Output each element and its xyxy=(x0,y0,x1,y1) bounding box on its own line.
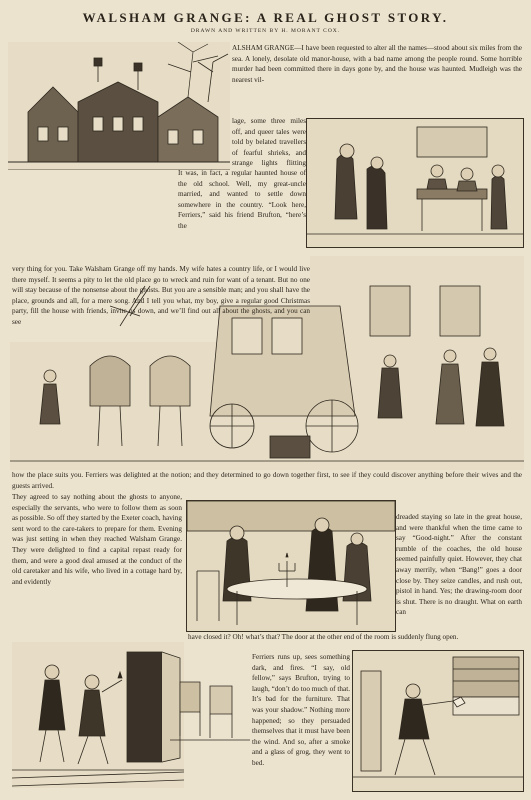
story-paragraph-2: lage, some three miles off, and queer tales were told by belated travellers of fearful shrieks, and strange lights flitting xyxy=(232,117,306,168)
dinner-candles-illustration xyxy=(186,500,396,632)
article-byline: DRAWN AND WRITTEN BY H. MORANT COX. xyxy=(190,28,341,34)
story-paragraph-8: have closed it? Oh! what’s that? The door at the other end of the room is suddenly flung open. xyxy=(188,633,459,641)
story-paragraph-5: how the place suits you. Ferriers was delighted at the notion; and they determined to go down together first, to see if they could discover anything before their wives and the guests arrived. xyxy=(12,471,522,490)
story-paragraph-7: dreaded staying so late in the great house, and were thankful when the time came to say “Good-night.” After the constant rumble of the coaches, the old house seemed painfully quiet. However, they chat away merrily, when “Bang!” goes a door close by. They seize candles, and rush out, pistol in hand. Yes; the drawing-room door is shut. There is no draught. What on earth can xyxy=(396,513,522,617)
room-chairs-illustration xyxy=(170,652,250,742)
story-paragraph-1: ALSHAM GRANGE—I have been requested to alter all the names—stood about six miles from the sea. A lonely, desolate old manor-house, with a bad name among the people round. Some horrible murder had been committed there in days gone by, and the house was haunted. Mudleigh was the nearest vil- xyxy=(232,44,522,84)
article-title: WALSHAM GRANGE: A REAL GHOST STORY. xyxy=(82,10,449,25)
tavern-scene-illustration xyxy=(306,118,524,248)
manor-house-illustration xyxy=(8,42,230,170)
story-paragraph-9: Ferriers runs up, sees something dark, and fires. “I say, old fellow,” says Brufton, trying to laugh, “don’t do too much of that. It’s bad for the furniture. That was your shadow.” Nothing more happened; so they persuaded themselves that it must have been the wind. And so, after a smoke and a glass of grog, they went to bed. xyxy=(252,653,350,767)
ghost-pistol-illustration xyxy=(352,650,524,792)
doorway-fright-illustration xyxy=(12,642,184,788)
story-paragraph-4: very thing for you. Take Walsham Grange off my hands. My wife hates a country life, or I would live there myself. It seems a pity to let the old place go to wreck and ruin for want of a tenant. But no one will stay because of the nonsense about the ghosts. But you are a sensible man; and you shall have the place, grounds and all, for a mere song. And I tell you what, my boy, give a regular good Christmas party, fill the house with friends, invite us down, and we’ll find out all about the ghosts, and you can see xyxy=(12,265,310,326)
story-paragraph-6: They agreed to say nothing about the ghosts to anyone, especially the servants, who were to follow them as soon as possible. So off they started by the Exeter coach, having sent word to the care-takers to prepare for them. Evening was just setting in when they reached Walsham Grange. They were delighted to find a capital repast ready for them, and were a good deal amused at the conduct of the old caretaker and his wife, who lived in a cottage hard by, and evidently xyxy=(12,493,182,586)
story-paragraph-3: It was, in fact, a regular haunted house of the old school. Well, my great-uncle married, and wanted to settle down somewhere in the country. “Look here, Ferriers,” said his friend Brufton, “here’s the xyxy=(178,169,306,230)
